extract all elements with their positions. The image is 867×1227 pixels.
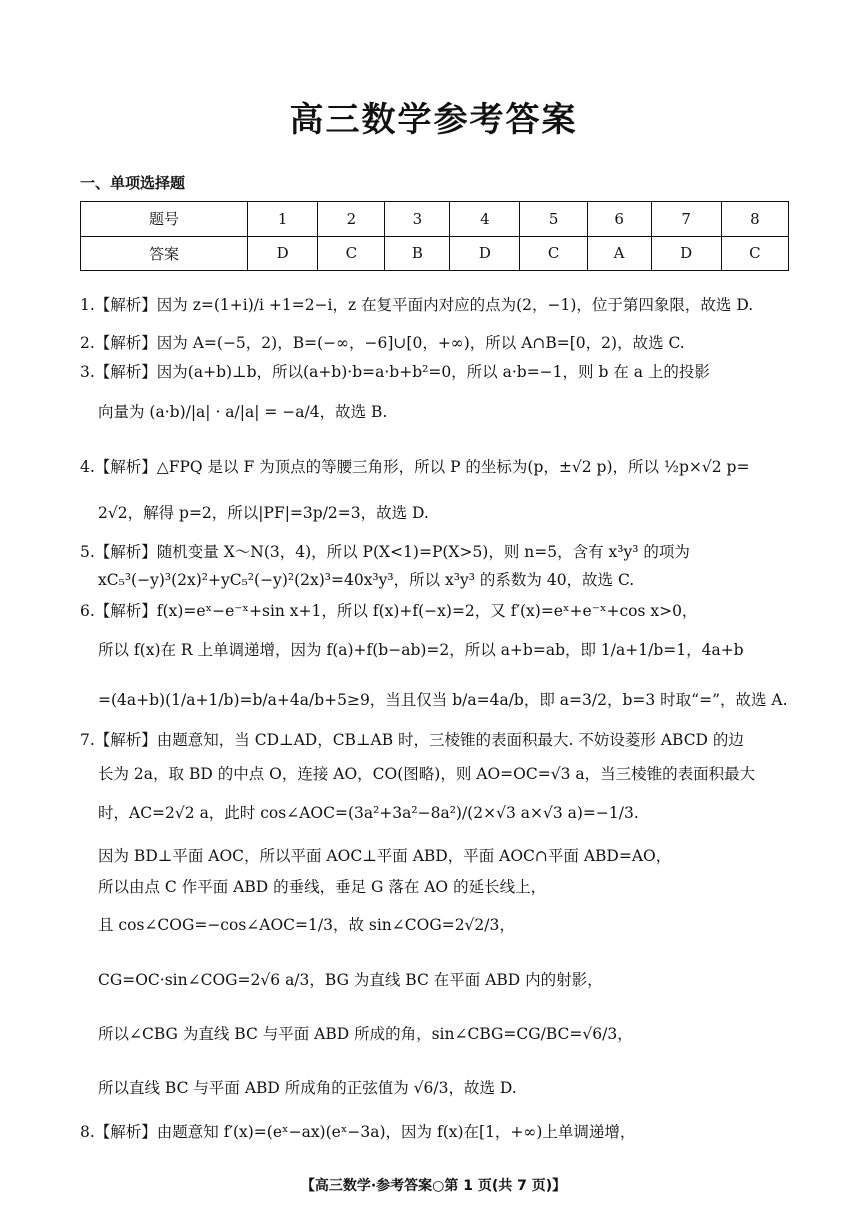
solution-line: 时，AC=2√2 a，此时 cos∠AOC=(3a²+3a²−8a²)/(2×√3 a×√3 a)=−1/3. [98,804,639,822]
table-header-cell: 答案 [81,236,248,271]
solution-line: 所以直线 BC 与平面 ABD 所成角的正弦值为 √6/3，故选 D. [98,1079,517,1097]
solution-line: CG=OC·sin∠COG=2√6 a/3，BG 为直线 BC 在平面 ABD 内的射影， [98,971,603,989]
answer-cell: B [385,236,450,271]
page-footer: 【高三数学·参考答案○第 1 页(共 7 页)】 [300,1178,567,1194]
solution-line: 所以∠CBG 为直线 BC 与平面 ABD 所成的角，sin∠CBG=CG/BC=√6/3， [98,1025,633,1043]
solution-line: 因为 BD⊥平面 AOC，所以平面 AOC⊥平面 ABD，平面 AOC∩平面 ABD=AO， [98,847,672,865]
question-number: 1 [248,202,318,237]
question-number: 7 [651,202,721,237]
table-row-answers [81,236,789,271]
solution-line: 2.【解析】因为 A=(−5，2)，B=(−∞，−6]∪[0，+∞)，所以 A∩B=[0，2)，故选 C. [80,334,685,352]
question-number: 5 [520,202,587,237]
table-header-cell: 题号 [81,202,248,237]
solution-line: =(4a+b)(1/a+1/b)=b/a+4a/b+5≥9，当且仅当 b/a=4a/b，即 a=3/2，b=3 时取“=”，故选 A. [98,691,788,709]
answer-cell: A [587,236,651,271]
solution-line: 所以由点 C 作平面 ABD 的垂线，垂足 G 落在 AO 的延长线上， [98,878,547,896]
solution-line: 长为 2a，取 BD 的中点 O，连接 AO，CO(图略)，则 AO=OC=√3 a，当三棱锥的表面积最大 [98,765,756,783]
solution-line: 8.【解析】由题意知 f′(x)=(eˣ−ax)(eˣ−3a)，因为 f(x)在[1，+∞)上单调递增， [80,1123,636,1141]
solution-line: 2√2，解得 p=2，所以|PF|=3p/2=3，故选 D. [98,504,429,522]
question-number: 2 [318,202,385,237]
solution-line: 1.【解析】因为 z=(1+i)/i +1=2−i，z 在复平面内对应的点为(2，−1)，位于第四象限，故选 D. [80,296,754,314]
page-title: 高三数学参考答案 [289,100,578,140]
answer-cell: D [248,236,318,271]
question-number: 8 [721,202,788,237]
answer-table [80,201,789,271]
question-number: 3 [385,202,450,237]
table-row-numbers [81,202,789,237]
solution-line: xC₅³(−y)³(2x)²+yC₅²(−y)²(2x)³=40x³y³，所以 x³y³ 的系数为 40，故选 C. [98,571,635,589]
answer-cell: C [520,236,587,271]
section-heading: 一、单项选择题 [80,174,186,192]
solution-line: 4.【解析】△FPQ 是以 F 为顶点的等腰三角形，所以 P 的坐标为(p，±√2 p)，所以 ½p×√2 p= [80,458,750,476]
solution-line: 7.【解析】由题意知，当 CD⊥AD，CB⊥AB 时，三棱锥的表面积最大. 不妨设菱形 ABCD 的边 [80,731,744,749]
question-number: 4 [450,202,520,237]
answer-cell: C [721,236,788,271]
solution-line: 向量为 (a·b)/|a| · a/|a| = −a/4，故选 B. [98,403,388,421]
question-number: 6 [587,202,651,237]
answer-cell: D [450,236,520,271]
solution-line: 5.【解析】随机变量 X～N(3，4)，所以 P(X<1)=P(X>5)，则 n=5，含有 x³y³ 的项为 [80,543,690,561]
solution-line: 所以 f(x)在 R 上单调递增，因为 f(a)+f(b−ab)=2，所以 a+b=ab，即 1/a+1/b=1，4a+b [98,641,744,659]
solution-line: 3.【解析】因为(a+b)⊥b，所以(a+b)·b=a·b+b²=0，所以 a·b=−1，则 b 在 a 上的投影 [80,363,710,381]
answer-cell: D [651,236,721,271]
answer-cell: C [318,236,385,271]
solution-line: 且 cos∠COG=−cos∠AOC=1/3，故 sin∠COG=2√2/3， [98,916,515,934]
solution-line: 6.【解析】f(x)=eˣ−e⁻ˣ+sin x+1，所以 f(x)+f(−x)=2，又 f′(x)=eˣ+e⁻ˣ+cos x>0， [80,602,698,620]
